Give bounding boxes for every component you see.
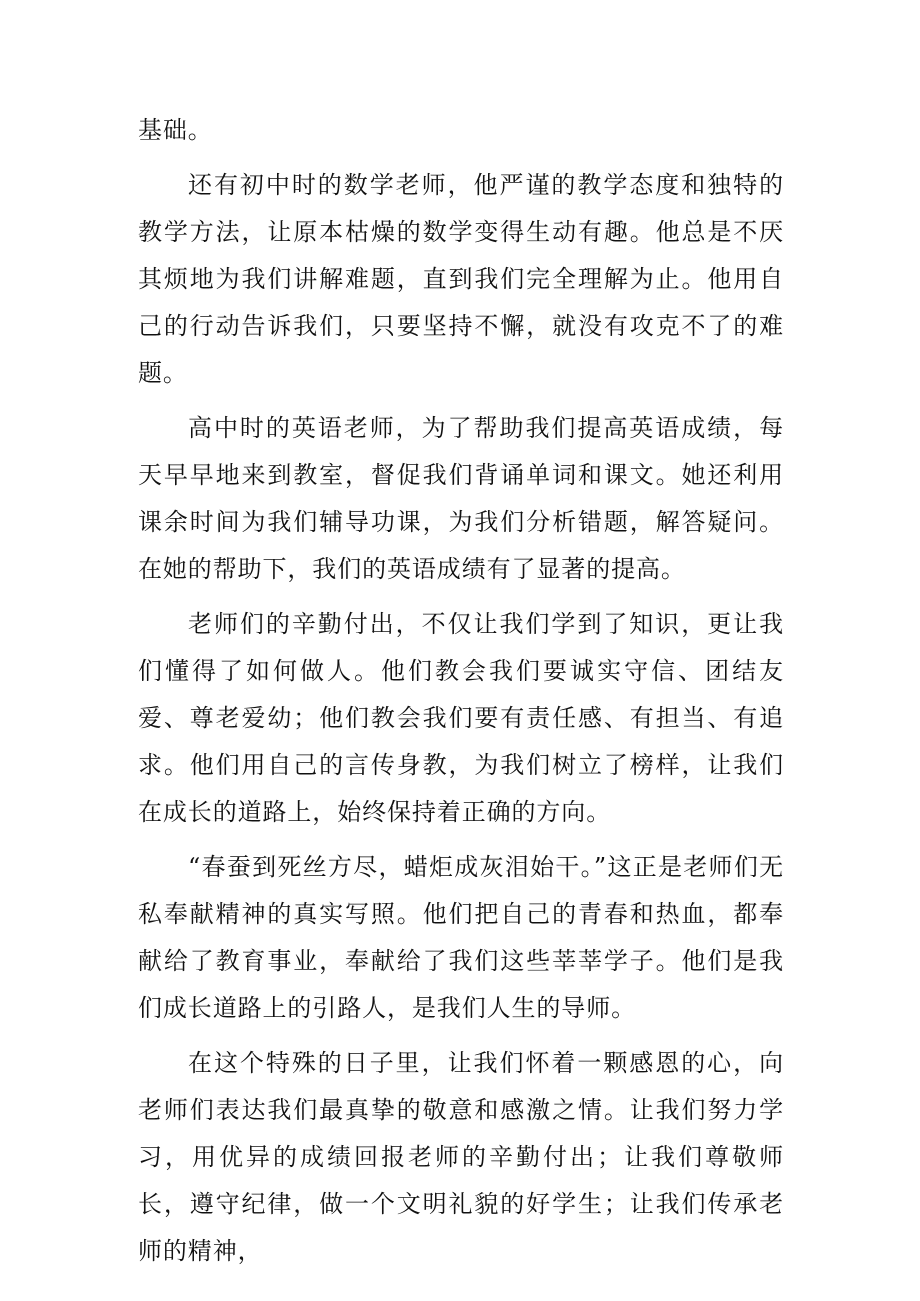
document-body — [138, 107, 784, 1275]
paragraph-teachers-effort: 老师们的辛勤付出，不仅让我们学到了知识，更让我们懂得了如何做人。他们教会我们要诚实守信、团结友爱、尊老爱幼；他们教会我们要有责任感、有担当、有追求。他们用自己的言传身教，为我们树立了榜样，让我们在成长的道路上，始终保持着正确的方向。 — [138, 610, 784, 826]
paragraph-math-teacher: 还有初中时的数学老师，他严谨的教学态度和独特的教学方法，让原本枯燥的数学变得生动有趣。他总是不厌其烦地为我们讲解难题，直到我们完全理解为止。他用自己的行动告诉我们，只要坚持不懈，就没有攻克不了的难题。 — [138, 171, 784, 387]
paragraph-poem-quote: “春蚕到死丝方尽，蜡炬成灰泪始干。”这正是老师们无私奉献精神的真实写照。他们把自己的青春和热血，都奉献给了教育事业，奉献给了我们这些莘莘学子。他们是我们成长道路上的引路人，是我们人生的导师。 — [138, 853, 784, 1022]
paragraph-gratitude: 在这个特殊的日子里，让我们怀着一颗感恩的心，向老师们表达我们最真挚的敬意和感激之情。让我们努力学习，用优异的成绩回报老师的辛勤付出；让我们尊敬师长，遵守纪律，做一个文明礼貌的好学生；让我们传承老师的精神， — [138, 1049, 784, 1265]
paragraph-english-teacher: 高中时的英语老师，为了帮助我们提高英语成绩，每天早早地来到教室，督促我们背诵单词和课文。她还利用课余时间为我们辅导功课，为我们分析错题，解答疑问。在她的帮助下，我们的英语成绩有了显著的提高。 — [138, 414, 784, 583]
paragraph-continuation: 基础。 — [138, 116, 213, 144]
